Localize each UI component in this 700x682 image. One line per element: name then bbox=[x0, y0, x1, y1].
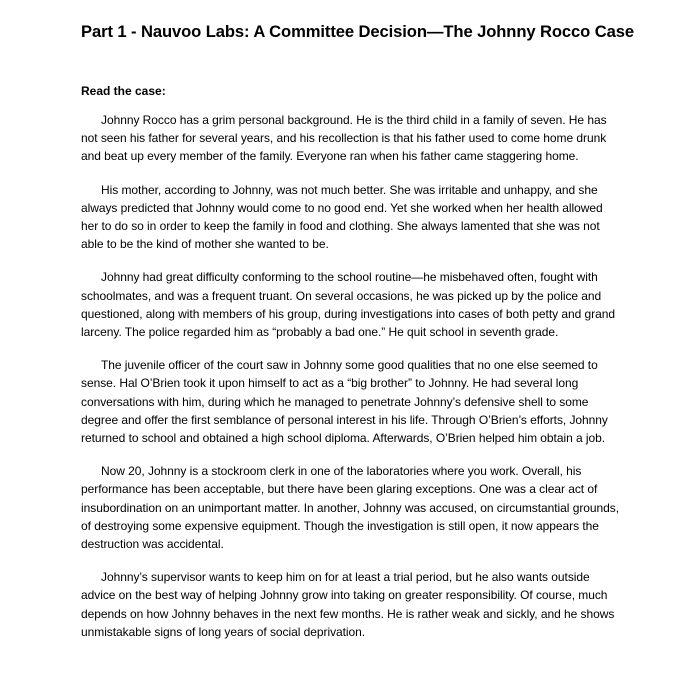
paragraph-2: His mother, according to Johnny, was not much better. She was irritable and unhappy, and she always predicted that Johnny would come to no good end. Yet she worked when her health allowed her to do so in order to keep the family in food and clothing. She always lamented that she was not able to be the kind of mother she wanted to be. bbox=[81, 182, 603, 252]
paragraph-6: Johnny’s supervisor wants to keep him on for at least a trial period, but he also wants outside advice on the best way of helping Johnny grow into taking on greater responsibility. Of course, much depends on how Johnny behaves in the next few months. He is rather weak and sickly, and he shows unmistakable signs of long years of social deprivation. bbox=[81, 570, 615, 639]
page-title: Part 1 - Nauvoo Labs: A Committee Decision—The Johnny Rocco Case bbox=[81, 22, 634, 41]
paragraph-5: Now 20, Johnny is a stockroom clerk in one of the laboratories where you work. Overall, his performance has been acceptable, but there have been glaring exceptions. One was a clear act of insubordination on an unimportant matter. In another, Johnny was accused, on circumstantial grounds, of destroying some expensive equipment. Though the investigation is still open, it now appears the destruction was accidental. bbox=[81, 464, 619, 552]
paragraph-4: The juvenile officer of the court saw in Johnny some good qualities that no one else seemed to sense. Hal O’Brien took it upon himself to act as a “big brother” to Johnny. He had several long conversations with him, during which he managed to penetrate Johnny’s defensive shell to some degree and offer the first semblance of personal interest in his life. Through O’Brien’s efforts, Johnny returned to school and obtained a high school diploma. Afterwards, O’Brien helped him obtain a job. bbox=[81, 358, 608, 446]
paragraph-3: Johnny had great difficulty conforming to the school routine—he misbehaved often, fought with schoolmates, and was a frequent truant. On several occasions, he was picked up by the police and questioned, along with members of his group, during investigations into cases of both petty and grand larceny. The police regarded him as “probably a bad one.” He quit school in seventh grade. bbox=[81, 270, 615, 340]
section-subheading: Read the case: bbox=[81, 84, 166, 98]
paragraph-1: Johnny Rocco has a grim personal background. He is the third child in a family of seven. He has not seen his father for several years, and his recollection is that his father used to come home drunk and beat up every member of the family. Everyone ran when his father came staggering home. bbox=[81, 113, 607, 164]
